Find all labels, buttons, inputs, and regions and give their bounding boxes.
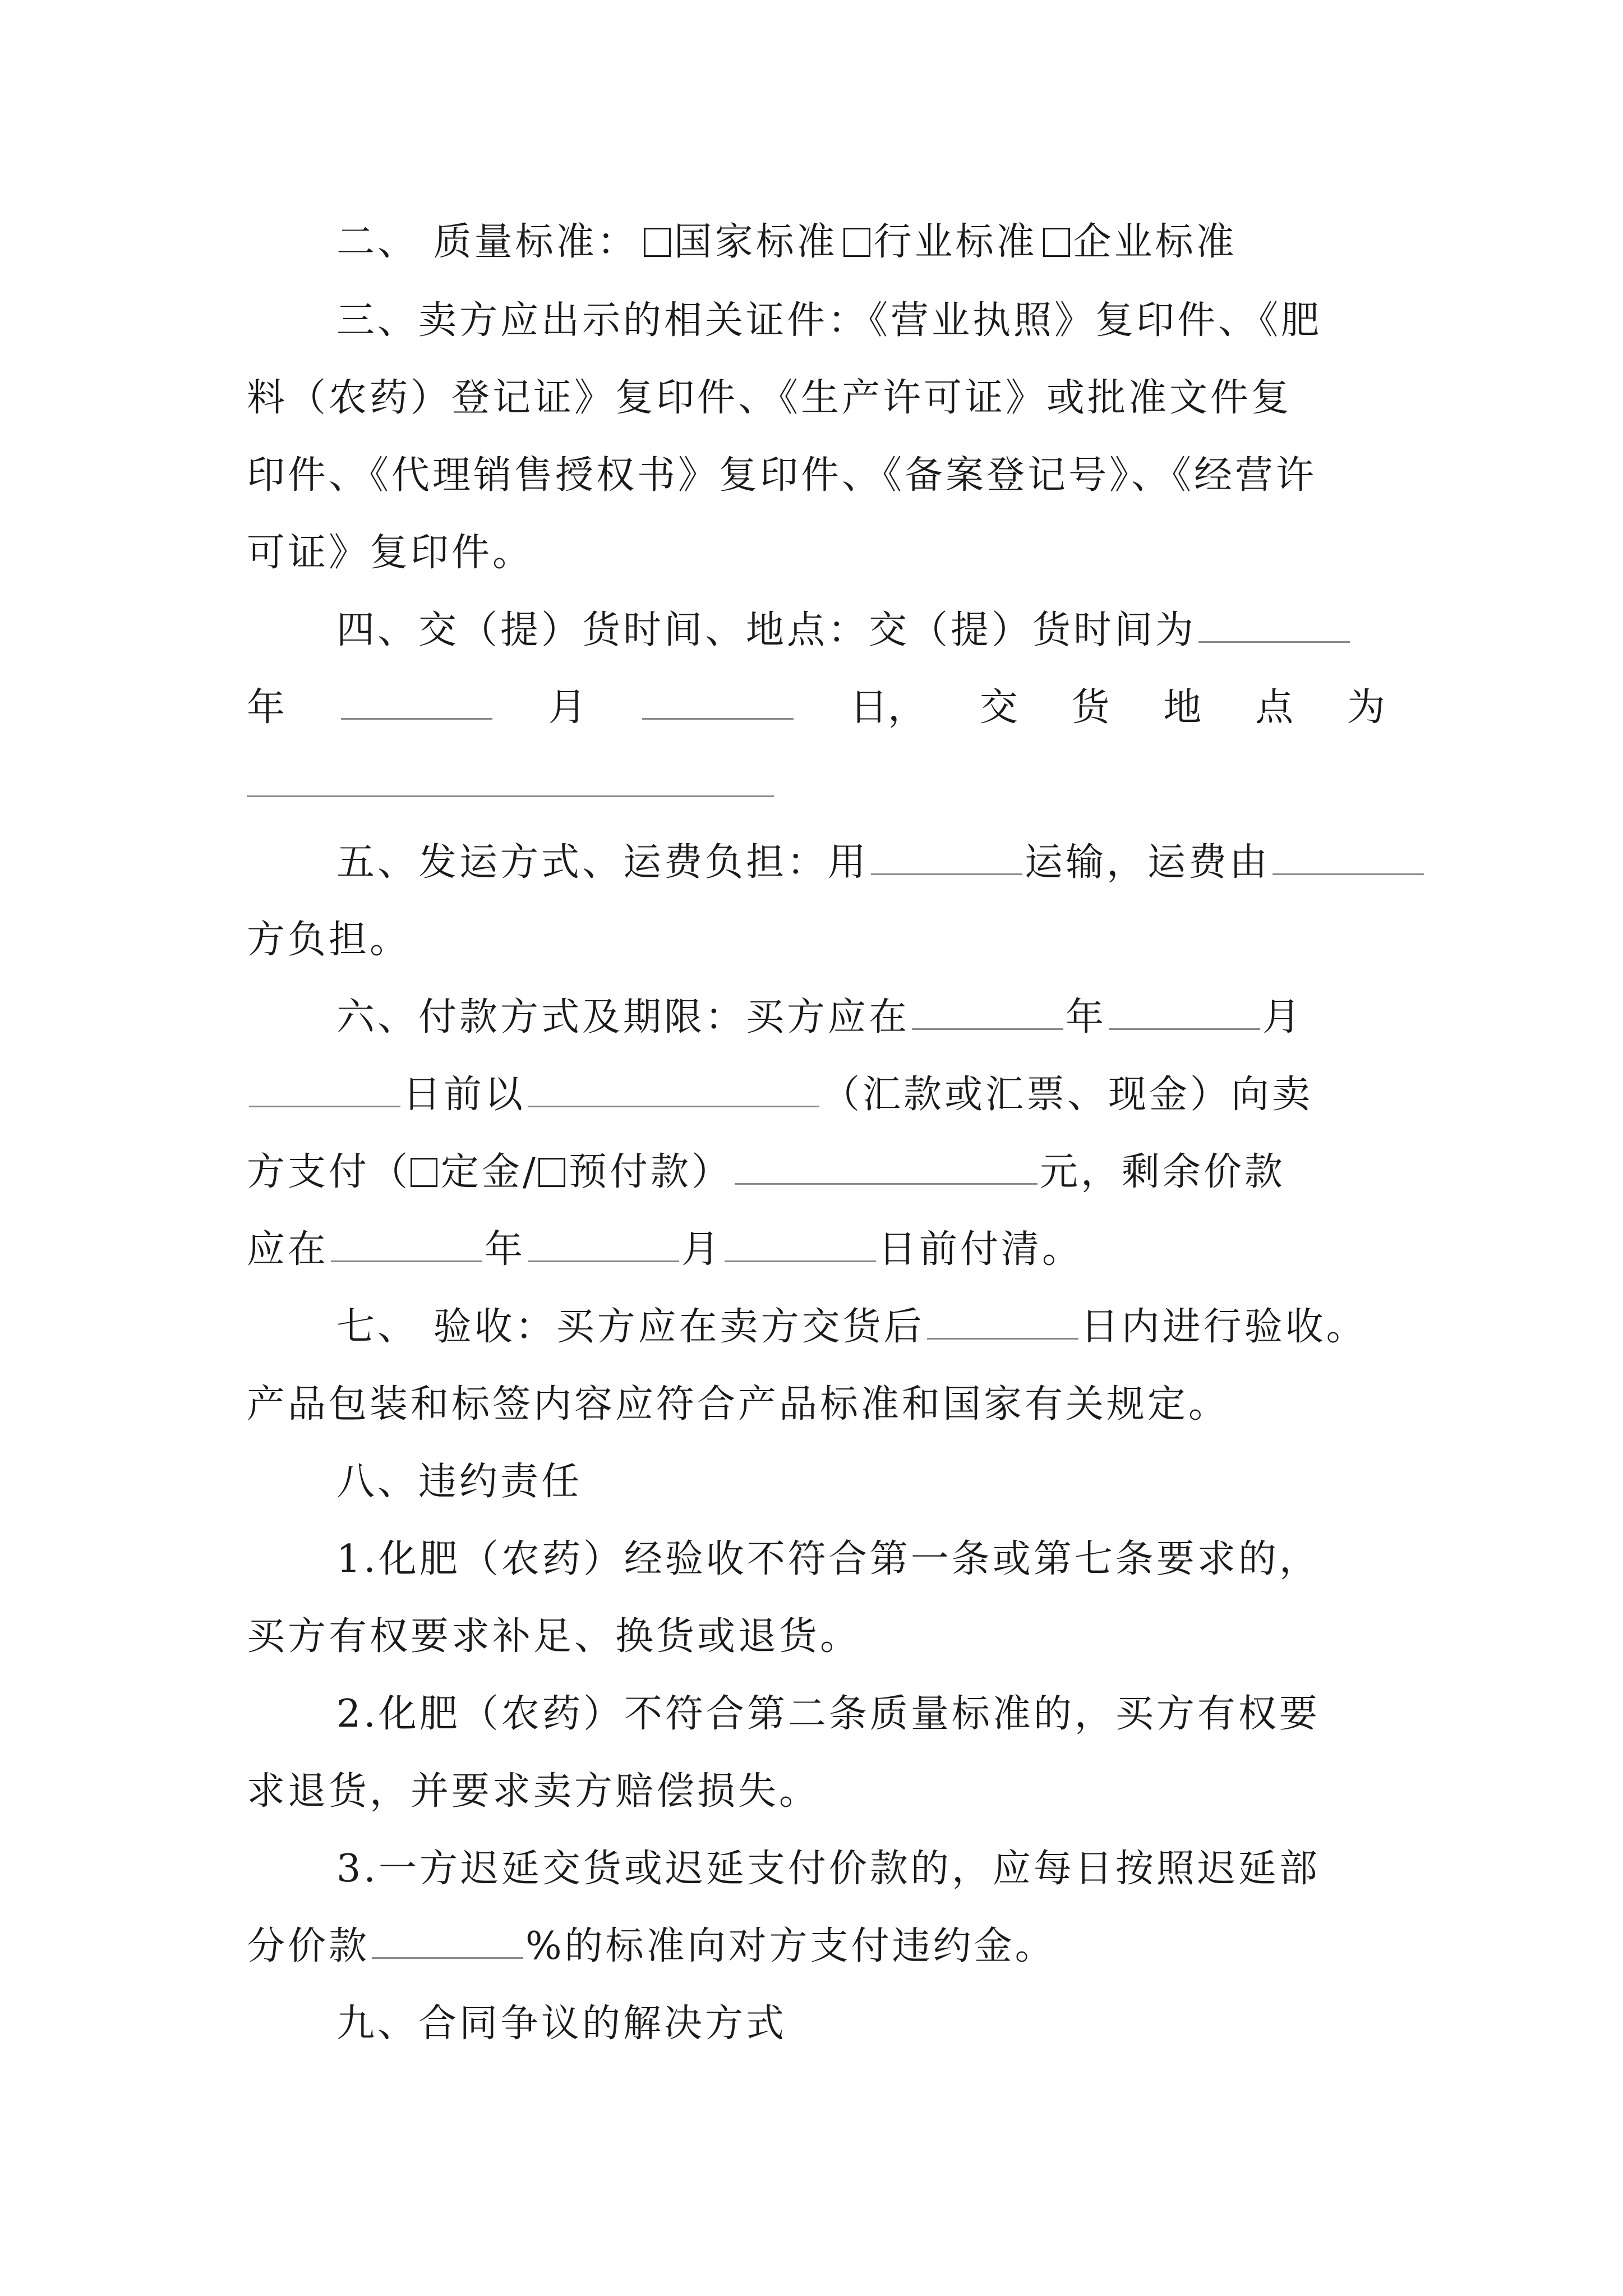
year-label: 年	[247, 685, 285, 730]
place-char: 货	[1071, 685, 1110, 730]
month-label: 月	[681, 1227, 723, 1272]
balance-year-blank[interactable]	[331, 1228, 482, 1262]
deposit-label: 定金/	[441, 1150, 538, 1194]
checkbox-prepayment[interactable]	[538, 1158, 565, 1187]
documents-line-2: 料（农药）登记证》复印件、《生产许可证》或批准文件复	[247, 376, 1293, 420]
option-national-standard: 国家标准	[674, 220, 838, 264]
inspection-days-blank[interactable]	[927, 1305, 1078, 1340]
delivery-place-blank[interactable]	[247, 795, 774, 797]
payment-line-1	[336, 995, 1385, 1040]
breach-item-2-line-2: 求退货，并要求卖方赔偿损失。	[247, 1769, 820, 1814]
balance-day-blank[interactable]	[725, 1228, 876, 1262]
amount-blank[interactable]	[735, 1151, 1038, 1185]
documents-line-3: 印件、《代理销售授权书》复印件、《备案登记号》、《经营许	[247, 453, 1317, 498]
balance-month-blank[interactable]	[528, 1228, 679, 1262]
documents-line-1: 三、卖方应出示的相关证件：《营业执照》复印件、《肥	[336, 298, 1322, 343]
payment-line-4	[247, 1227, 1385, 1272]
yuan-label: 元，剩余价款	[1039, 1150, 1285, 1194]
penalty-percent-blank[interactable]	[372, 1925, 523, 1959]
prepayment-label: 预付款）	[568, 1150, 732, 1194]
place-char: 为	[1347, 685, 1385, 730]
delivery-day-blank[interactable]	[642, 685, 794, 720]
delivery-time-line	[336, 608, 1385, 653]
payment-day-blank[interactable]	[249, 1073, 400, 1107]
option-enterprise-standard: 企业标准	[1073, 220, 1237, 264]
transport-mode-blank[interactable]	[871, 841, 1022, 875]
breach-item-3-line-2	[247, 1924, 1385, 1969]
shipping-line	[336, 840, 1385, 885]
breach-title: 八、违约责任	[336, 1460, 583, 1504]
day-label: 日，	[850, 685, 926, 730]
payment-line-2	[247, 1073, 1385, 1117]
inspection-line-2: 产品包装和标签内容应符合产品标准和国家有关规定。	[247, 1382, 1230, 1427]
shipping-line-2: 方负担。	[247, 918, 411, 962]
month-label: 月	[1262, 995, 1304, 1039]
shipping-label: 五、发运方式、运费负担：用	[336, 840, 869, 885]
documents-line-4: 可证》复印件。	[247, 531, 534, 575]
delivery-month-blank[interactable]	[341, 685, 492, 720]
payment-line-3	[247, 1150, 1385, 1195]
month-label: 月	[548, 685, 587, 730]
year-label: 年	[485, 1227, 526, 1272]
quality-standard-label: 二、 质量标准：	[336, 220, 638, 264]
year-label: 年	[1066, 995, 1107, 1039]
breach-item-2-line-1: 2.化肥（农药）不符合第二条质量标准的，买方有权要	[336, 1692, 1320, 1736]
place-char: 交	[979, 685, 1018, 730]
payment-method-blank[interactable]	[528, 1073, 819, 1107]
pay-label: 方支付（	[247, 1150, 411, 1194]
delivery-year-blank[interactable]	[1198, 609, 1350, 643]
freight-label: 运输，运费由	[1025, 840, 1271, 885]
place-char: 地	[1163, 685, 1202, 730]
due-label: 应在	[247, 1227, 329, 1272]
inspection-label: 七、 验收：买方应在卖方交货后	[336, 1305, 925, 1349]
place-char: 点	[1255, 685, 1294, 730]
breach-item-3-line-1: 3.一方迟延交货或迟延支付价款的，应每日按照迟延部	[336, 1847, 1320, 1891]
breach-item-1-line-1: 1.化肥（农药）经验收不符合第一条或第七条要求的，	[336, 1537, 1320, 1581]
checkbox-industry-standard[interactable]	[843, 228, 870, 257]
payment-method-label: （汇款或汇票、现金）向卖	[822, 1073, 1313, 1117]
penalty-label: %的标准向对方支付违约金。	[525, 1924, 1056, 1968]
checkbox-deposit[interactable]	[411, 1158, 437, 1187]
option-industry-standard: 行业标准	[873, 220, 1038, 264]
delivery-time-label: 四、交（提）货时间、地点：交（提）货时间为	[336, 608, 1197, 652]
delivery-date-place-line	[247, 685, 1385, 730]
before-label: 日前以	[403, 1073, 526, 1117]
inspection-line	[336, 1305, 1385, 1350]
price-label: 分价款	[247, 1924, 370, 1968]
inspection-days-label: 日内进行验收。	[1080, 1305, 1367, 1349]
checkbox-national-standard[interactable]	[644, 228, 671, 257]
payment-year-blank[interactable]	[912, 996, 1063, 1030]
settle-label: 日前付清。	[878, 1227, 1083, 1272]
payment-month-blank[interactable]	[1109, 996, 1260, 1030]
quality-standard-line	[336, 220, 1385, 265]
payment-label: 六、付款方式及期限：买方应在	[336, 995, 910, 1039]
dispute-title: 九、合同争议的解决方式	[336, 2001, 787, 2046]
checkbox-enterprise-standard[interactable]	[1043, 228, 1070, 257]
breach-item-1-line-2: 买方有权要求补足、换货或退货。	[247, 1614, 861, 1659]
freight-party-blank[interactable]	[1272, 841, 1424, 875]
